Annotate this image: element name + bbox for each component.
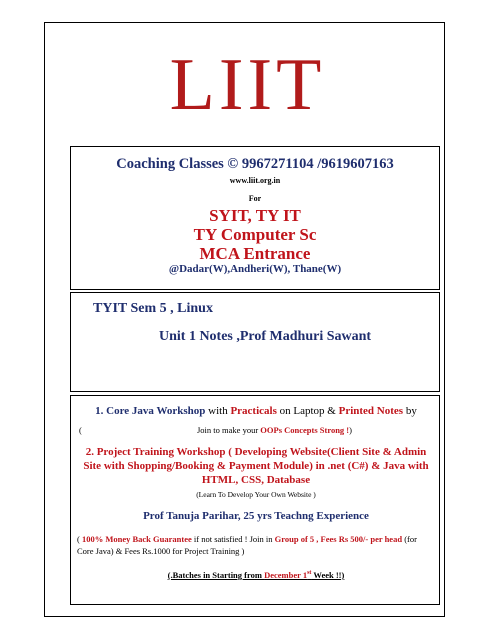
course-list [71,206,439,263]
guarantee-rest: (for Core Java) & Fees Rs.1000 for Project Training ) [77,534,417,556]
coaching-contact-line: Coaching Classes © 9967271104 /9619607163 [116,156,394,172]
batch-month: December 1 [264,569,308,580]
practicals-text: Practicals [230,405,277,417]
header-box [70,146,440,290]
project-workshop-line: 2. Project Training Workshop ( Developing Website(Client Site & Admin Site with Shopping/Booking & Payment Module) in .net (C#) & Java with HTML, CSS, Database [83,446,429,486]
batch-line [71,566,441,582]
promo-box [70,395,440,605]
course-item: SYIT, TY IT [209,206,301,225]
liit-logo: LIIT [169,44,326,126]
laptop-text: on Laptop & [276,405,339,417]
batch-prefix: (.Batches in Starting from [167,569,265,580]
money-back-text: 100% Money Back Guarantee [81,534,192,544]
join-open-paren: ( [79,425,82,435]
notes-box [70,292,440,392]
group-fees-text: Group of 5 , Fees Rs 500/- per head [274,534,403,544]
oops-text: OOPs Concepts Strong ! [260,425,350,435]
by-text: by [403,405,417,417]
core-java-title: 1. Core Java Workshop [95,405,206,417]
locations-line: @Dadar(W),Andheri(W), Thane(W) [168,263,342,275]
guarantee-line [77,533,435,557]
for-label: For [248,194,262,203]
subject-title: TYIT Sem 5 , Linux [93,301,213,316]
unit-notes-line: Unit 1 Notes ,Prof Madhuri Sawant [159,329,372,344]
course-item: MCA Entrance [199,244,311,263]
join-close-paren: ) [349,425,352,435]
with-text: with [205,405,231,417]
guarantee-open: ( [77,534,82,544]
printed-notes-text: Printed Notes [338,405,404,417]
core-java-workshop-line [83,404,429,418]
guarantee-mid: if not satisfied ! Join in [191,534,275,544]
join-line [197,423,352,437]
website-link[interactable]: www.liit.org.in [229,176,281,185]
learn-line: (Learn To Develop Your Own Website ) [196,490,316,499]
batch-suffix: Week !!) [311,569,345,580]
course-item: TY Computer Sc [193,225,317,244]
join-text: Join to make your [197,425,261,435]
batch-sup: st [307,570,312,576]
instructor-line: Prof Tanuja Parihar, 25 yrs Teachng Experience [143,510,369,522]
